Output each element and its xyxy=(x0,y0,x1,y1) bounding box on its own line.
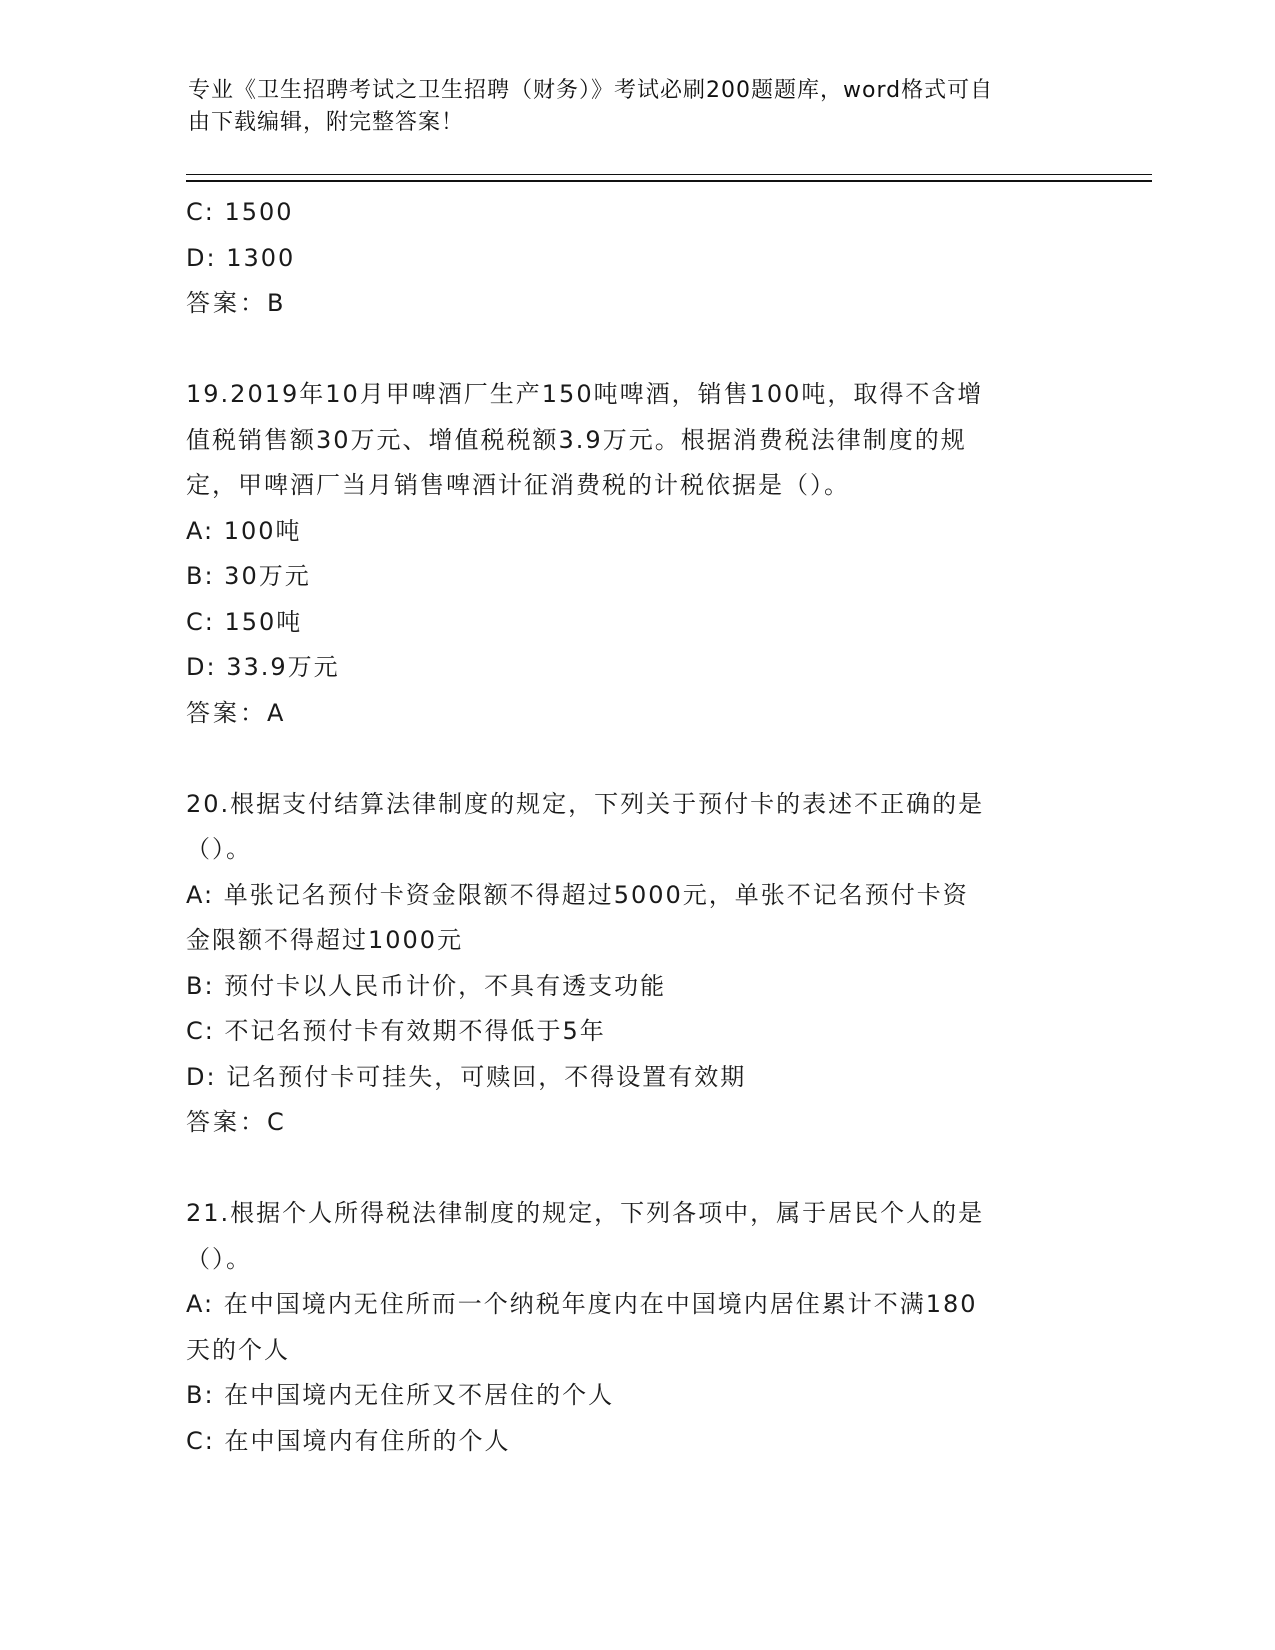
option-b: B: 在中国境内无住所又不居住的个人 xyxy=(186,1381,615,1409)
option-a: A: 单张记名预付卡资金限额不得超过5000元，单张不记名预付卡资 xyxy=(186,880,969,909)
answer-line: 答案：C xyxy=(186,1108,287,1136)
question-19 xyxy=(186,372,1086,736)
option-b: B: 30万元 xyxy=(186,562,311,590)
question-stem: （）。 xyxy=(186,1244,252,1273)
option-b: B: 预付卡以人民币计价，不具有透支功能 xyxy=(186,971,667,1000)
question-21 xyxy=(186,1191,1086,1464)
document-header xyxy=(188,75,1088,139)
option-c: C: 150吨 xyxy=(186,607,303,636)
spacer xyxy=(186,327,1086,373)
option-a: A: 100吨 xyxy=(186,516,302,545)
question-list xyxy=(186,190,1086,1464)
option-a-continued: 金限额不得超过1000元 xyxy=(186,926,464,954)
header-divider-thick xyxy=(186,180,1152,182)
answer-line: 答案：B xyxy=(186,289,287,317)
option-a-continued: 天的个人 xyxy=(186,1335,290,1364)
option-c: C: 在中国境内有住所的个人 xyxy=(186,1426,511,1455)
option-c: C: 1500 xyxy=(186,198,294,226)
option-a: A: 在中国境内无住所而一个纳税年度内在中国境内居住累计不满180 xyxy=(186,1290,978,1318)
question-20 xyxy=(186,782,1086,1146)
question-stem: 定，甲啤酒厂当月销售啤酒计征消费税的计税依据是（）。 xyxy=(186,471,850,499)
spacer xyxy=(186,736,1086,782)
question-stem: 21.根据个人所得税法律制度的规定，下列各项中，属于居民个人的是 xyxy=(186,1199,985,1227)
answer-line: 答案：A xyxy=(186,698,287,727)
question-stem: （）。 xyxy=(186,835,252,863)
question-stem: 20.根据支付结算法律制度的规定，下列关于预付卡的表述不正确的是 xyxy=(186,789,985,818)
previous-question-tail xyxy=(186,190,1086,327)
spacer xyxy=(186,1146,1086,1192)
header-line-1: 专业《卫生招聘考试之卫生招聘（财务）》考试必刷200题题库，word格式可自 xyxy=(188,78,994,103)
question-stem: 19.2019年10月甲啤酒厂生产150吨啤酒，销售100吨，取得不含增 xyxy=(186,380,984,408)
header-divider-thin xyxy=(186,174,1152,175)
option-d: D: 记名预付卡可挂失，可赎回，不得设置有效期 xyxy=(186,1062,747,1091)
option-d: D: 1300 xyxy=(186,243,296,272)
option-d: D: 33.9万元 xyxy=(186,653,340,681)
option-c: C: 不记名预付卡有效期不得低于5年 xyxy=(186,1017,606,1045)
question-stem: 值税销售额30万元、增值税税额3.9万元。根据消费税法律制度的规 xyxy=(186,425,967,454)
header-line-2: 由下载编辑，附完整答案！ xyxy=(188,110,465,135)
